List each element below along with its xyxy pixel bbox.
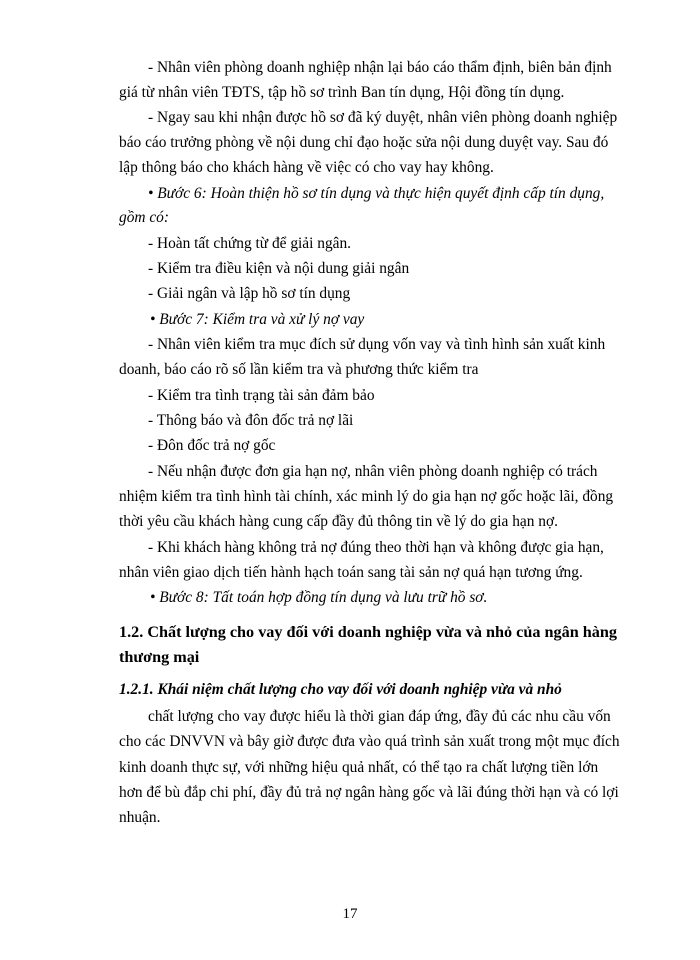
paragraph-line: - Ngay sau khi nhận được hồ sơ đã ký duyệt, nhân viên phòng doanh nghiệp	[148, 109, 618, 126]
paragraph-line: báo cáo trưởng phòng về nội dung chỉ đạo hoặc sửa nội dung duyệt vay. Sau đó	[119, 134, 609, 151]
list-item: - Kiểm tra điều kiện và nội dung giải ngân	[148, 260, 410, 277]
step-8-heading: • Bước 8: Tất toán hợp đồng tín dụng và lưu trữ hồ sơ.	[150, 589, 488, 606]
list-item: - Kiểm tra tình trạng tài sản đảm bảo	[148, 387, 375, 404]
step-7-heading: • Bước 7: Kiểm tra và xử lý nợ vay	[150, 311, 365, 328]
list-item: - Đôn đốc trả nợ gốc	[148, 437, 276, 454]
page-number: 17	[342, 906, 358, 922]
paragraph-line: nhiệm kiểm tra tình hình tài chính, xác minh lý do gia hạn nợ gốc hoặc lãi, đồng	[119, 488, 614, 505]
step-6-heading: • Bước 6: Hoàn thiện hồ sơ tín dụng và thực hiện quyết định cấp tín dụng,	[148, 185, 605, 202]
paragraph-line: thời yêu cầu khách hàng cung cấp đầy đủ thông tin về lý do gia hạn nợ.	[119, 513, 558, 530]
paragraph-line: kinh doanh thực sự, với những hiệu quả nhất, có thể tạo ra chất lượng tiền lớn	[119, 759, 599, 776]
paragraph-line: nhân viên giao dịch tiến hành hạch toán sang tài sản nợ quá hạn tương ứng.	[119, 564, 583, 581]
paragraph-line: - Nhân viên kiểm tra mục đích sử dụng vốn vay và tình hình sản xuất kinh	[148, 336, 606, 353]
paragraph-line: doanh, báo cáo rõ số lần kiểm tra và phương thức kiểm tra	[119, 361, 479, 378]
list-item: - Thông báo và đôn đốc trả nợ lãi	[148, 412, 354, 429]
paragraph-line: - Nhân viên phòng doanh nghiệp nhận lại báo cáo thẩm định, biên bản định	[148, 59, 612, 76]
paragraph-line: chất lượng cho vay được hiểu là thời gian đáp ứng, đầy đủ các nhu cầu vốn	[148, 708, 611, 725]
section-heading-cont: thương mại	[119, 648, 200, 666]
paragraph-line: nhuận.	[119, 809, 161, 826]
list-item: - Giải ngân và lập hồ sơ tín dụng	[148, 285, 351, 302]
paragraph-line: - Khi khách hàng không trả nợ đúng theo thời hạn và không được gia hạn,	[148, 539, 604, 556]
step-6-heading-cont: gồm có:	[119, 209, 170, 226]
section-heading: 1.2. Chất lượng cho vay đối với doanh nghiệp vừa và nhỏ của ngân hàng	[119, 623, 617, 641]
paragraph-line: giá từ nhân viên TĐTS, tập hồ sơ trình Ban tín dụng, Hội đồng tín dụng.	[119, 84, 565, 101]
paragraph-line: cho các DNVVN và bây giờ được đưa vào quá trình sản xuất trong một mục đích	[119, 733, 620, 750]
paragraph-line: - Nếu nhận được đơn gia hạn nợ, nhân viên phòng doanh nghiệp có trách	[148, 463, 598, 480]
paragraph-line: hơn để bù đắp chi phí, đầy đủ trả nợ ngân hàng gốc và lãi đúng thời hạn và có lợi	[119, 784, 619, 801]
paragraph-line: lập thông báo cho khách hàng về việc có cho vay hay không.	[119, 159, 494, 176]
subsection-heading: 1.2.1. Khái niệm chất lượng cho vay đối với doanh nghiệp vừa và nhỏ	[119, 681, 562, 698]
list-item: - Hoàn tất chứng từ để giải ngân.	[148, 235, 352, 252]
